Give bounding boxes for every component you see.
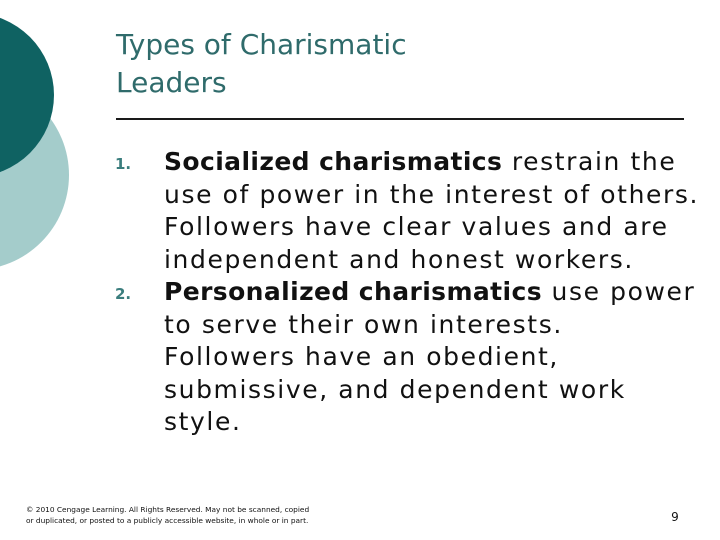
footer-line-1: © 2010 Cengage Learning. All Rights Reserved. May not be scanned, copied: [26, 505, 310, 514]
title-line-2: Leaders: [116, 66, 227, 99]
list-item: [115, 276, 700, 439]
bullet-number: 1.: [115, 155, 132, 173]
bullet-list: [115, 146, 700, 439]
bullet-body: restrain the use of power in the interest of others. Followers have clear values and are independent and honest workers.: [164, 147, 700, 274]
bullet-text: [164, 276, 700, 439]
bullet-term: Socialized charismatics: [164, 147, 503, 176]
slide-title: [116, 26, 676, 102]
bullet-body: use power to serve their own interests. Followers have an obedient, submissive, and dependent work style.: [164, 277, 696, 436]
bullet-term: Personalized charismatics: [164, 277, 542, 306]
copyright-footer: [26, 504, 446, 526]
page-number: 9: [671, 510, 679, 524]
title-divider: [116, 118, 684, 120]
footer-line-2: or duplicated, or posted to a publicly accessible website, in whole or in part.: [26, 516, 309, 525]
list-item: [115, 146, 700, 276]
bullet-text: [164, 146, 700, 276]
bullet-number: 2.: [115, 285, 132, 303]
decorative-teal-circles: [0, 0, 120, 300]
title-line-1: Types of Charismatic: [116, 28, 407, 61]
